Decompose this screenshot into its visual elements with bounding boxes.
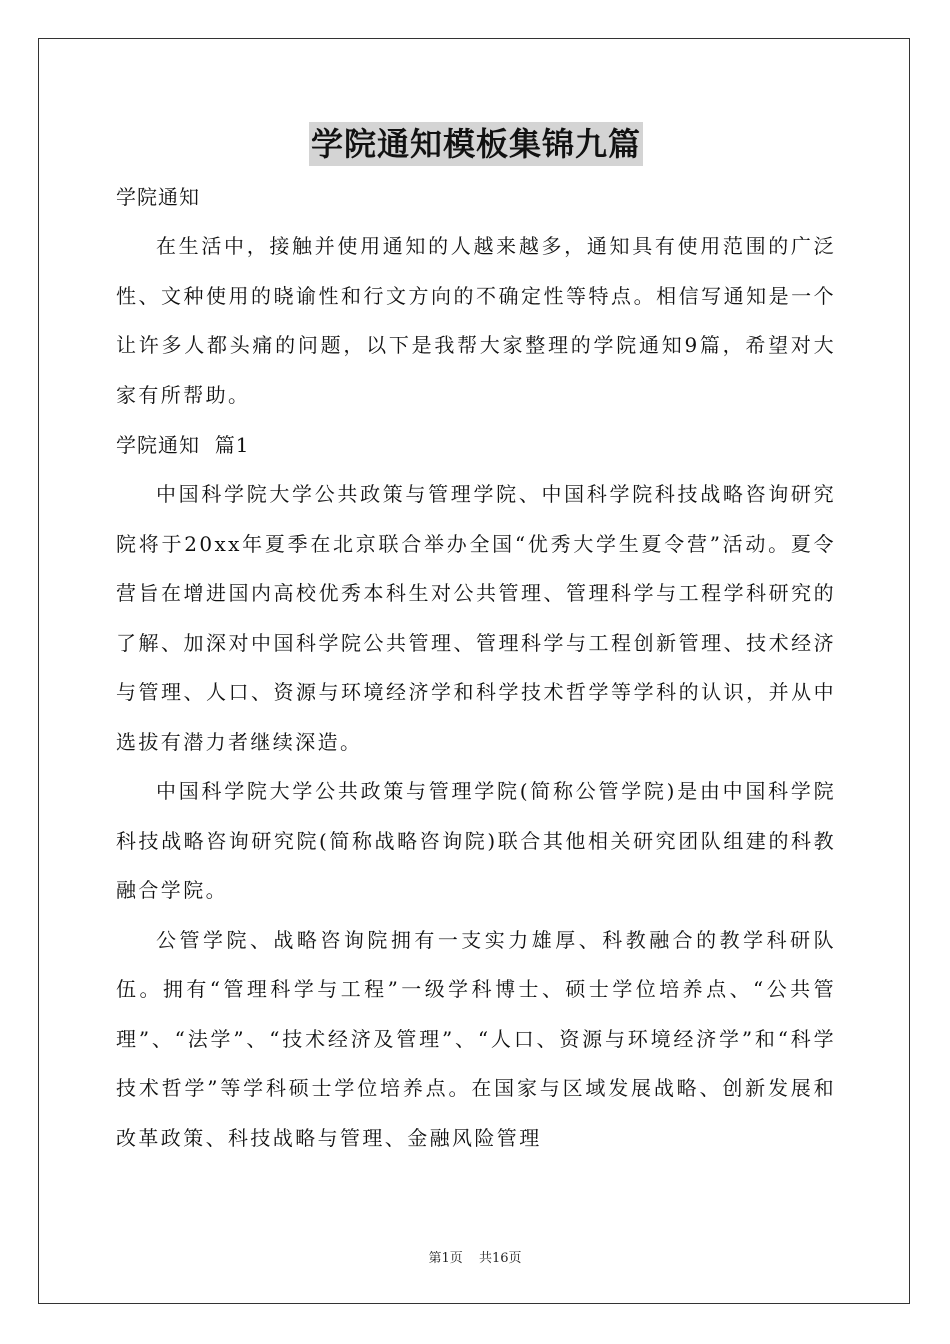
section-paragraph: 中国科学院大学公共政策与管理学院(简称公管学院)是由中国科学院科技战略咨询研究院(简称战略咨询院)联合其他相关研究团队组建的科教融合学院。 — [116, 779, 836, 902]
page-footer — [0, 1247, 950, 1266]
section-paragraph: 中国科学院大学公共政策与管理学院、中国科学院科技战略咨询研究院将于20xx年夏季在北京联合举办全国“优秀大学生夏令营”活动。夏令营旨在增进国内高校优秀本科生对公共管理、管理科学与工程学科研究的了解、加深对中国科学院公共管理、管理科学与工程创新管理、技术经济与管理、人口、资源与环境经济学和科学技术哲学等学科的认识，并从中选拔有潜力者继续深造。 — [116, 482, 836, 754]
page-total: 共16页 — [478, 1251, 522, 1266]
title-container — [116, 122, 836, 166]
intro-heading: 学院通知 — [116, 185, 200, 209]
section-heading: 学院通知 篇1 — [116, 433, 250, 457]
page-number: 第1页 — [428, 1251, 463, 1266]
intro-paragraph: 在生活中，接触并使用通知的人越来越多，通知具有使用范围的广泛性、文种使用的晓谕性和行文方向的不确定性等特点。相信写通知是一个让许多人都头痛的问题，以下是我帮大家整理的学院通知9篇，希望对大家有所帮助。 — [116, 234, 836, 407]
document-title: 学院通知模板集锦九篇 — [309, 122, 643, 166]
document-body — [116, 122, 836, 1163]
section-paragraph: 公管学院、战略咨询院拥有一支实力雄厚、科教融合的教学科研队伍。拥有“管理科学与工程”一级学科博士、硕士学位培养点、“公共管理”、“法学”、“技术经济及管理”、“人口、资源与环境经济学”和“科学技术哲学”等学科硕士学位培养点。在国家与区域发展战略、创新发展和改革政策、科技战略与管理、金融风险管理 — [116, 927, 836, 1150]
